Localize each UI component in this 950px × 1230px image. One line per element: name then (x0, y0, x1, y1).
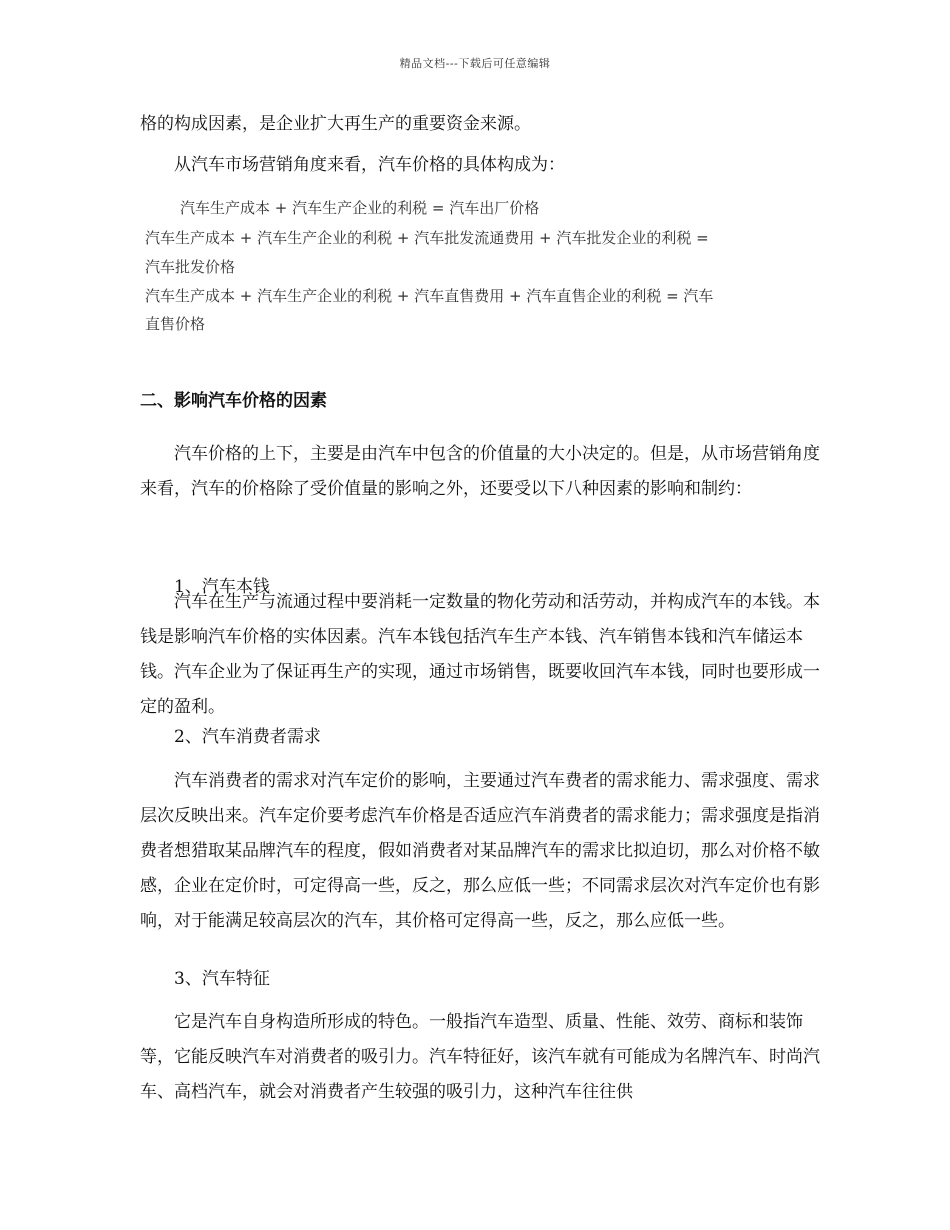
item-2-title: 2、汽车消费者需求 (174, 727, 321, 747)
item-2-paragraph: 汽车消费者的需求对汽车定价的影响，主要通过汽车费者的需求能力、需求强度、需求层次反映出来。汽车定价要考虑汽车价格是否适应汽车消费者的需求能力；需求强度是指消费者想猎取某品牌汽车的程度，假如消费者对某品牌汽车的需求比拟迫切，那么对价格不敏感，企业在定价时，可定得高一些，反之，那么应低一些；不同需求层次对汽车定价也有影响，对于能满足较高层次的汽车，其价格可定得高一些，反之，那么应低一些。 (140, 771, 820, 931)
item-3-title: 3、汽车特征 (174, 969, 270, 989)
formula-wholesale-price-line1: 汽车生产成本 + 汽车生产企业的利税 + 汽车批发流通费用 + 汽车批发企业的利税 = (145, 229, 709, 247)
intro-paragraph-1: 格的构成因素，是企业扩大再生产的重要资金来源。 (140, 114, 531, 134)
item-1-title: 1、汽车本钱 (174, 577, 270, 597)
formula-direct-price-line1: 汽车生产成本 + 汽车生产企业的利税 + 汽车直售费用 + 汽车直售企业的利税 = 汽车 (145, 287, 714, 305)
page-header: 精品文档---下载后可任意编辑 (399, 57, 551, 70)
formula-factory-price: 汽车生产成本 + 汽车生产企业的利税 = 汽车出厂价格 (180, 199, 540, 217)
formula-direct-price-line2: 直售价格 (145, 315, 206, 333)
item-1-paragraph: 汽车在生产与流通过程中要消耗一定数量的物化劳动和活劳动，并构成汽车的本钱。本钱是影响汽车价格的实体因素。汽车本钱包括汽车生产本钱、汽车销售本钱和汽车储运本钱。汽车企业为了保证再生产的实现，通过市场销售，既要收回汽车本钱，同时也要形成一定的盈利。 (140, 592, 820, 717)
section-intro-paragraph: 汽车价格的上下，主要是由汽车中包含的价值量的大小决定的。但是，从市场营销角度来看，汽车的价格除了受价值量的影响之外，还要受以下八种因素的影响和制约： (140, 444, 820, 499)
intro-paragraph-2: 从汽车市场营销角度来看，汽车价格的具体构成为： (174, 155, 565, 175)
formula-wholesale-price-line2: 汽车批发价格 (145, 258, 236, 276)
item-3-paragraph: 它是汽车自身构造所形成的特色。一般指汽车造型、质量、性能、效劳、商标和装饰等，它能反映汽车对消费者的吸引力。汽车特征好，该汽车就有可能成为名牌汽车、时尚汽车、高档汽车，就会对消费者产生较强的吸引力，这种汽车往往供 (140, 1012, 820, 1102)
section-heading: 二、影响汽车价格的因素 (140, 391, 327, 411)
